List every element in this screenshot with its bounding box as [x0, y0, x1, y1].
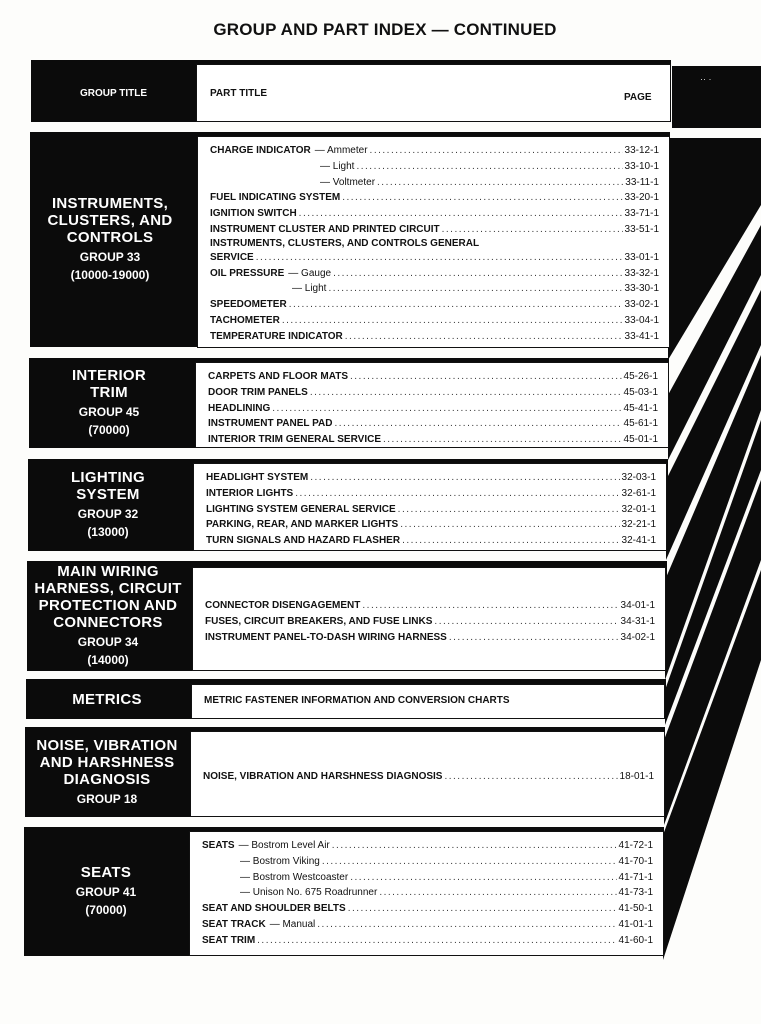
- part-list-box: [193, 463, 667, 551]
- index-entry: SERVICE ..... 33-01-1: [210, 250, 659, 266]
- page-header: PAGE: [624, 92, 652, 103]
- group-number: GROUP 18: [76, 791, 138, 806]
- index-entry: CONNECTOR DISENGAGEMENT ..... 34-01-1: [205, 598, 655, 614]
- group-label-box: [30, 132, 190, 347]
- header-part-box: [196, 64, 671, 122]
- index-entry: FUEL INDICATING SYSTEM ..... 33-20-1: [210, 190, 659, 206]
- part-list-box: [191, 684, 665, 719]
- entry-list: [205, 598, 655, 645]
- index-entry: OIL PRESSURE — Gauge ..... 33-32-1: [210, 266, 659, 282]
- entry-list: [206, 470, 656, 549]
- header-edge-tab: [672, 66, 761, 128]
- index-entry: METRIC FASTENER INFORMATION AND CONVERSION CHARTS: [204, 695, 510, 706]
- index-entry: PARKING, REAR, AND MARKER LIGHTS ..... 32-21-1: [206, 517, 656, 533]
- group-name: MAIN WIRING HARNESS, CIRCUIT PROTECTION AND CONNECTORS: [34, 563, 182, 631]
- part-list-box: [192, 567, 666, 671]
- group-number: GROUP 34: [77, 635, 139, 649]
- index-entry: IGNITION SWITCH ..... 33-71-1: [210, 206, 659, 222]
- group-name: INSTRUMENTS, CLUSTERS, AND CONTROLS: [47, 195, 173, 246]
- group-label-box: [28, 459, 188, 551]
- group-code: (13000): [87, 525, 129, 539]
- entry-list: [204, 693, 654, 709]
- group-label-box: [26, 679, 188, 719]
- group-number: GROUP 33: [79, 250, 141, 264]
- ghost-text-top: ·· ·: [700, 74, 712, 84]
- group-code: (70000): [85, 903, 127, 917]
- group-label-box: [27, 561, 189, 671]
- index-entry: INSTRUMENT CLUSTER AND PRINTED CIRCUIT ..... 33-51-1: [210, 222, 659, 238]
- group-name: LIGHTING SYSTEM: [70, 469, 146, 503]
- group-name: SEATS: [80, 864, 132, 881]
- index-entry: SPEEDOMETER ..... 33-02-1: [210, 297, 659, 313]
- index-entry: HEADLINING ..... 45-41-1: [208, 401, 658, 417]
- index-entry: — Voltmeter ..... 33-11-1: [210, 175, 659, 191]
- page-title: GROUP AND PART INDEX — CONTINUED: [213, 20, 557, 39]
- index-entry: TEMPERATURE INDICATOR ..... 33-41-1: [210, 329, 659, 345]
- index-entry: HEADLIGHT SYSTEM ..... 32-03-1: [206, 470, 656, 486]
- index-entry: CHARGE INDICATOR — Ammeter ..... 33-12-1: [210, 143, 659, 159]
- group-code: (14000): [87, 653, 129, 667]
- entry-list: [202, 838, 653, 949]
- group-number: GROUP 32: [77, 507, 139, 521]
- entry-list: [203, 769, 654, 785]
- group-label-box: [24, 827, 188, 956]
- index-entry: SEAT AND SHOULDER BELTS ..... 41-50-1: [202, 901, 653, 917]
- group-name: INTERIOR TRIM: [71, 367, 147, 401]
- group-name: METRICS: [72, 690, 142, 708]
- index-entry: CARPETS AND FLOOR MATS ..... 45-26-1: [208, 369, 658, 385]
- part-list-box: [189, 831, 664, 956]
- group-number: GROUP 41: [75, 885, 137, 899]
- index-entry: — Light ..... 33-10-1: [210, 159, 659, 175]
- index-entry: NOISE, VIBRATION AND HARSHNESS DIAGNOSIS ..... 18-01-1: [203, 769, 654, 785]
- index-entry: INTERIOR TRIM GENERAL SERVICE ..... 45-01-1: [208, 432, 658, 448]
- index-entry: TURN SIGNALS AND HAZARD FLASHER ..... 32-41-1: [206, 533, 656, 549]
- index-entry: — Unison No. 675 Roadrunner ..... 41-73-1: [202, 885, 653, 901]
- group-label-box: [25, 727, 189, 817]
- index-entry: — Bostrom Westcoaster ..... 41-71-1: [202, 870, 653, 886]
- index-entry: INSTRUMENTS, CLUSTERS, AND CONTROLS GENERAL: [210, 237, 480, 249]
- part-list-box: [197, 136, 670, 348]
- index-entry: TACHOMETER ..... 33-04-1: [210, 313, 659, 329]
- index-entry: LIGHTING SYSTEM GENERAL SERVICE ..... 32-01-1: [206, 502, 656, 518]
- group-label-box: [29, 358, 189, 448]
- index-entry: FUSES, CIRCUIT BREAKERS, AND FUSE LINKS ..... 34-31-1: [205, 614, 655, 630]
- part-list-box: [195, 362, 669, 448]
- index-entry: INSTRUMENT PANEL PAD ..... 45-61-1: [208, 416, 658, 432]
- group-number: GROUP 45: [78, 405, 140, 419]
- index-entry: SEAT TRIM ..... 41-60-1: [202, 933, 653, 949]
- group-name: NOISE, VIBRATION AND HARSHNESS DIAGNOSIS: [36, 736, 178, 788]
- part-title-header: PART TITLE: [210, 88, 268, 99]
- index-entry: — Light ..... 33-30-1: [210, 281, 659, 297]
- index-entry: INTERIOR LIGHTS ..... 32-61-1: [206, 486, 656, 502]
- group-title-header: GROUP TITLE: [80, 88, 148, 99]
- entry-list: [210, 143, 659, 345]
- index-entry: INSTRUMENT PANEL-TO-DASH WIRING HARNESS ..... 34-02-1: [205, 630, 655, 646]
- index-entry: — Bostrom Viking ..... 41-70-1: [202, 854, 653, 870]
- part-list-box: [190, 731, 665, 817]
- index-entry: SEAT TRACK — Manual ..... 41-01-1: [202, 917, 653, 933]
- entry-list: [208, 369, 658, 448]
- index-entry: SEATS — Bostrom Level Air ..... 41-72-1: [202, 838, 653, 854]
- group-code: (10000-19000): [70, 268, 150, 282]
- group-code: (70000): [88, 423, 130, 437]
- index-entry: DOOR TRIM PANELS ..... 45-03-1: [208, 385, 658, 401]
